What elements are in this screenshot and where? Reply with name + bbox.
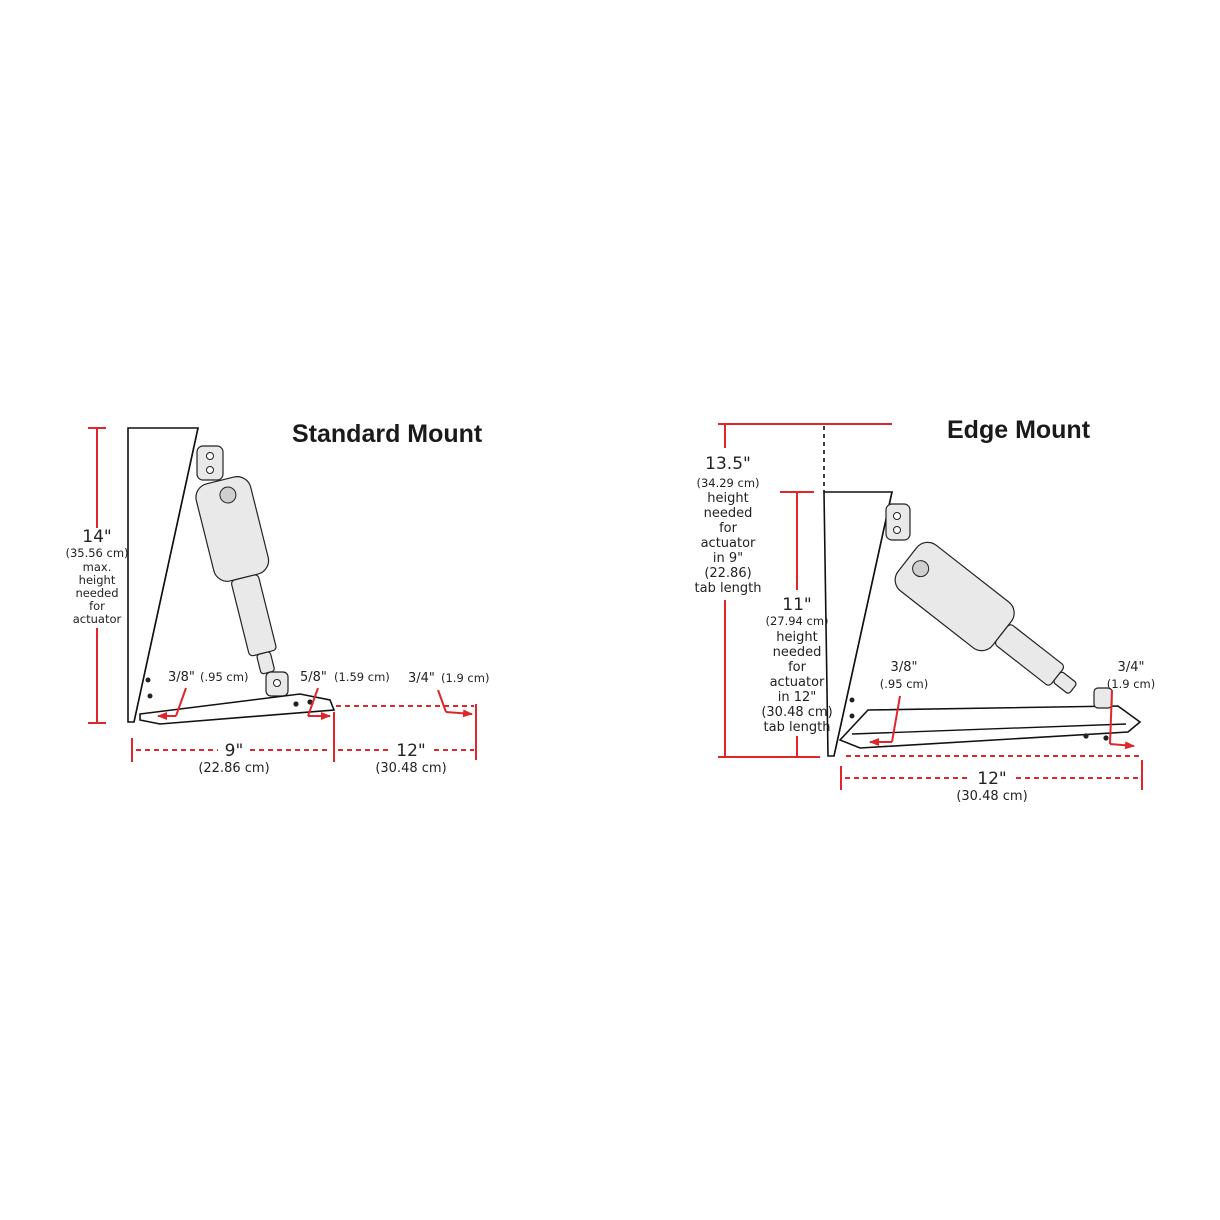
edge-38-in: 3/8" <box>890 660 918 675</box>
standard-width-12-cm: (30.48 cm) <box>375 761 447 776</box>
standard-34-leader <box>438 690 446 712</box>
edge-h135-note-8: tab length <box>694 581 762 596</box>
standard-mount-diagram <box>65 420 489 776</box>
standard-lower-hinge <box>266 672 288 696</box>
edge-h11-note-7: (30.48 cm) <box>761 705 833 720</box>
edge-h135-note-7: (22.86) <box>704 566 752 581</box>
standard-34-in: 3/4" <box>408 671 435 686</box>
edge-h11-note-2: height <box>776 630 818 645</box>
edge-h135-note-6: in 9" <box>712 551 744 566</box>
edge-h135-note-5: actuator <box>700 536 756 551</box>
edge-mount-title: Edge Mount <box>947 416 1091 444</box>
standard-upper-bracket <box>197 446 223 480</box>
edge-width-12-cm: (30.48 cm) <box>956 789 1028 804</box>
edge-h11-note-4: for <box>788 660 806 675</box>
edge-h135-note-2: height <box>707 491 749 506</box>
standard-width-9-in: 9" <box>224 741 244 761</box>
edge-mount-diagram <box>695 416 1156 804</box>
edge-height-11-in: 11" <box>782 595 812 615</box>
standard-34-cm: (1.9 cm) <box>441 671 490 685</box>
standard-actuator <box>193 474 295 680</box>
edge-34-cm: (1.9 cm) <box>1106 677 1156 691</box>
edge-h135-note-3: needed <box>703 506 753 521</box>
edge-upper-bracket <box>886 504 910 540</box>
standard-width-9-cm: (22.86 cm) <box>198 761 270 776</box>
edge-h11-note-3: needed <box>772 645 822 660</box>
edge-trim-tab <box>840 688 1140 748</box>
edge-h135-note-4: for <box>719 521 737 536</box>
edge-width-12-in: 12" <box>977 769 1007 789</box>
edge-34-in: 3/4" <box>1117 660 1145 675</box>
standard-width-12-in: 12" <box>396 741 426 761</box>
standard-58-in: 5/8" <box>300 670 327 685</box>
standard-38-cm: (.95 cm) <box>200 670 249 684</box>
edge-h11-note-5: actuator <box>769 675 825 690</box>
standard-height-cm: (35.56 cm) <box>65 546 129 560</box>
edge-h11-note-8: tab length <box>763 720 831 735</box>
edge-h11-note-1: (27.94 cm) <box>765 614 829 628</box>
edge-h11-note-6: in 12" <box>777 690 817 705</box>
standard-38-in: 3/8" <box>168 670 195 685</box>
standard-height-note-3: needed <box>75 586 119 600</box>
standard-height-note-1: max. <box>82 560 112 574</box>
edge-height-135-in: 13.5" <box>705 454 751 474</box>
standard-58-cm: (1.59 cm) <box>334 670 390 684</box>
edge-38-cm: (.95 cm) <box>879 677 929 691</box>
standard-mount-title: Standard Mount <box>292 420 483 448</box>
standard-height-note-4: for <box>89 599 105 613</box>
standard-height-in: 14" <box>82 527 112 547</box>
standard-height-note-5: actuator <box>72 612 122 626</box>
standard-height-note-2: height <box>78 573 116 587</box>
edge-h135-note-1: (34.29 cm) <box>696 476 760 490</box>
